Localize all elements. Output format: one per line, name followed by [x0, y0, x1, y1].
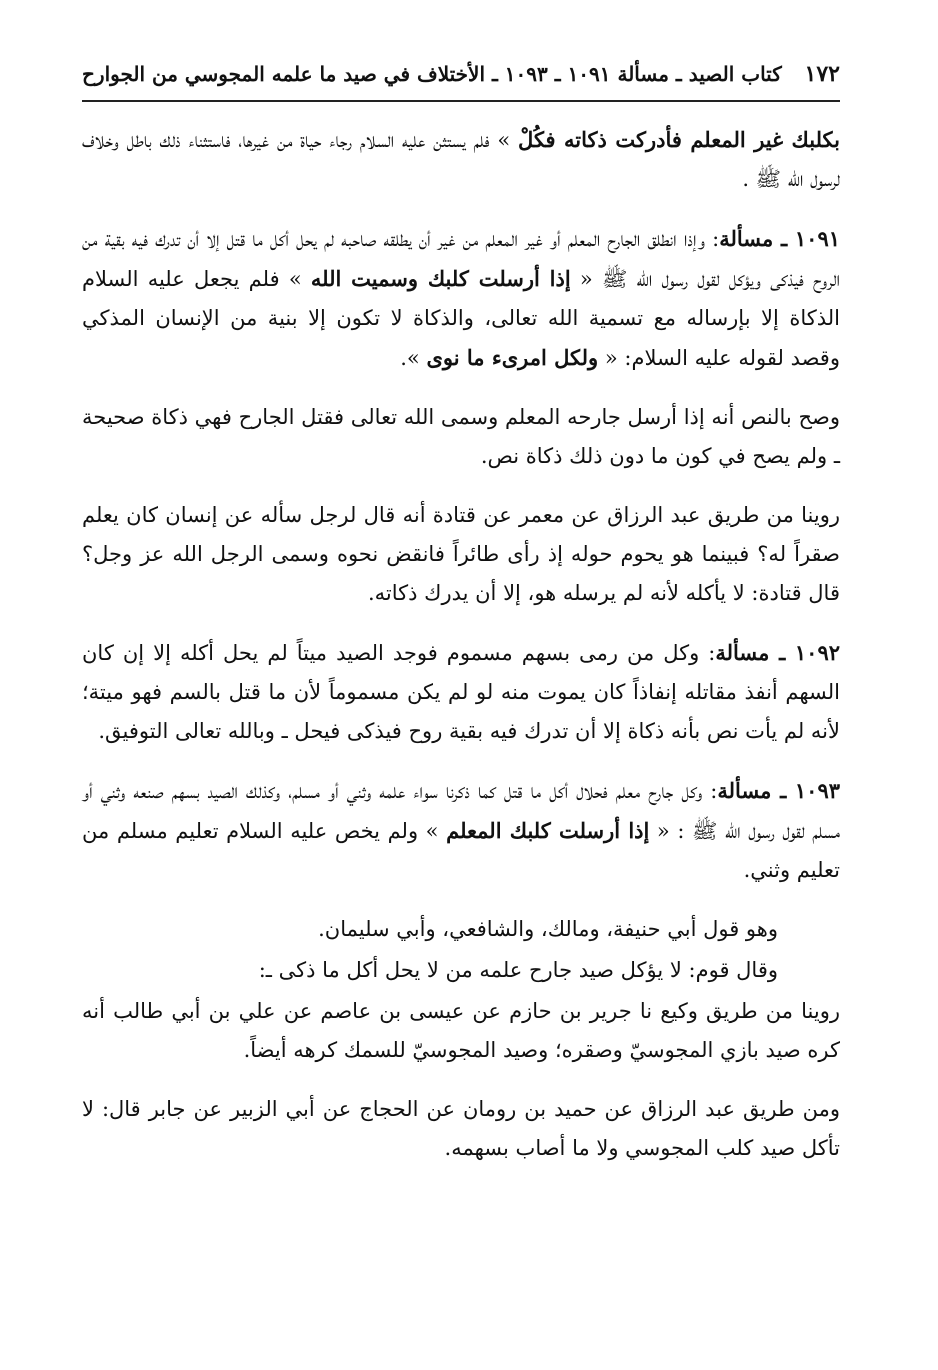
paragraph-text: ومن طريق عبد الرزاق عن حميد بن رومان عن الحجاج عن أبي الزبير عن جابر قال: لا تأكل صيد كلب المجوسي ولا ما أصاب بسهمه.: [82, 1097, 840, 1160]
paragraph-text: وهو قول أبي حنيفة، ومالك، والشافعي، وأبي سليمان.: [318, 917, 778, 941]
quoted-hadith: إذا أرسلت كلبك المعلم: [446, 818, 650, 843]
quoted-hadith: بكلبك غير المعلم فأدركت ذكاته فكُلْ: [518, 127, 840, 152]
issue-number: ١٠٩١ ـ مسألة: [719, 226, 841, 251]
paragraph-7: [82, 910, 840, 949]
paragraph-mas-ala-1093: [82, 771, 840, 890]
issue-number: ١٠٩٢ ـ مسألة: [715, 640, 841, 665]
page-number: ١٧٢: [804, 61, 840, 87]
paragraph-text: » ولم يخص عليه السلام تعليم مسلم من تعليم وثني.: [82, 819, 840, 882]
paragraph-text: : وكل جارح معلم فحلال أكل ما قتل كما ذكرنا سواء علمه وثني أو مسلم، وكذلك الصيد بسهم صنعه وثني أو مسلم لقول رسول الله ﷺ : «: [82, 779, 840, 843]
paragraph-4: [82, 496, 840, 613]
paragraph-text: روينا من طريق عبد الرزاق عن معمر عن قتادة أنه قال لرجل سأله عن إنسان كان يعلم صقراً له؟ فبينما هو يحوم حوله إذ رأى طائراً فانقض نحوه وسمى الرجل الله عز وجل؟ قال قتادة: لا يأكله لأنه لم يرسله هو، إلا أن يدرك ذكاته.: [82, 503, 840, 605]
issue-number: ١٠٩٣ ـ مسألة: [717, 778, 841, 803]
paragraph-mas-ala-1092: [82, 633, 840, 751]
paragraph-text: : وكل من رمى بسهم مسموم فوجد الصيد ميتاً لم يحل أكله إلا إن كان السهم أنفذ مقاتله إنفاذاً كان يموت منه لو لم يكن مسموماً لأن ما قتل بالسم فهو ميتة؛ لأنه لم يأت نص بأنه ذكاة إلا أن تدرك فيه بقية روح فيذكى فيحل ـ وبالله تعالى التوفيق.: [82, 641, 840, 743]
paragraph-3: [82, 398, 840, 476]
paragraph-text: روينا من طريق وكيع نا جرير بن حازم عن عيسى بن عاصم عن علي بن أبي طالب أنه كره صيد بازي المجوسيّ وصقره؛ وصيد المجوسيّ للسمك كرهه أيضاً.: [82, 999, 840, 1062]
paragraph-1: [82, 120, 840, 199]
paragraph-text: » فلم يجعل عليه السلام الذكاة إلا بإرساله مع تسمية الله تعالى، والذكاة لا تكون إلا بنية من الإنسان المذكي وقصد لقوله عليه السلام: «: [82, 267, 840, 370]
paragraph-8: [82, 951, 840, 990]
paragraph-text: ».: [400, 346, 427, 370]
quoted-hadith: ولكل امرىء ما نوى: [426, 345, 599, 370]
paragraph-9: [82, 992, 840, 1070]
paragraph-mas-ala-1091: [82, 219, 840, 378]
running-header: [82, 54, 840, 94]
paragraph-10: [82, 1090, 840, 1168]
paragraph-text: وقال قوم: لا يؤكل صيد جارح علمه من لا يحل أكل ما ذكى ـ:: [258, 958, 778, 982]
paragraph-text: وصح بالنص أنه إذا أرسل جارحه المعلم وسمى الله تعالى فقتل الجارح فهي ذكاة صحيحة ـ ولم يصح في كون ما دون ذلك ذكاة نص.: [82, 405, 840, 468]
paragraph-text: » فلم يستثن عليه السلام رجاء حياة من غيرها، فاستثناء ذلك باطل وخلاف لرسول الله ﷺ .: [82, 128, 840, 191]
header-rule: [82, 100, 840, 102]
page-body: [82, 120, 840, 1168]
paragraph-text: : وإذا انطلق الجارح المعلم أو غير المعلم من غير أن يطلقه صاحبه لم يحل أكل ما قتل إلا أن تدرك فيه بقية من الروح فيذكى ويؤكل لقول رسول الله ﷺ «: [82, 227, 840, 291]
running-title: كتاب الصيد ـ مسألة ١٠٩١ ـ ١٠٩٣ ـ الأختلاف في صيد ما علمه المجوسي من الجوارح: [82, 62, 782, 86]
quoted-hadith: إذا أرسلت كلبك وسميت الله: [310, 266, 571, 291]
